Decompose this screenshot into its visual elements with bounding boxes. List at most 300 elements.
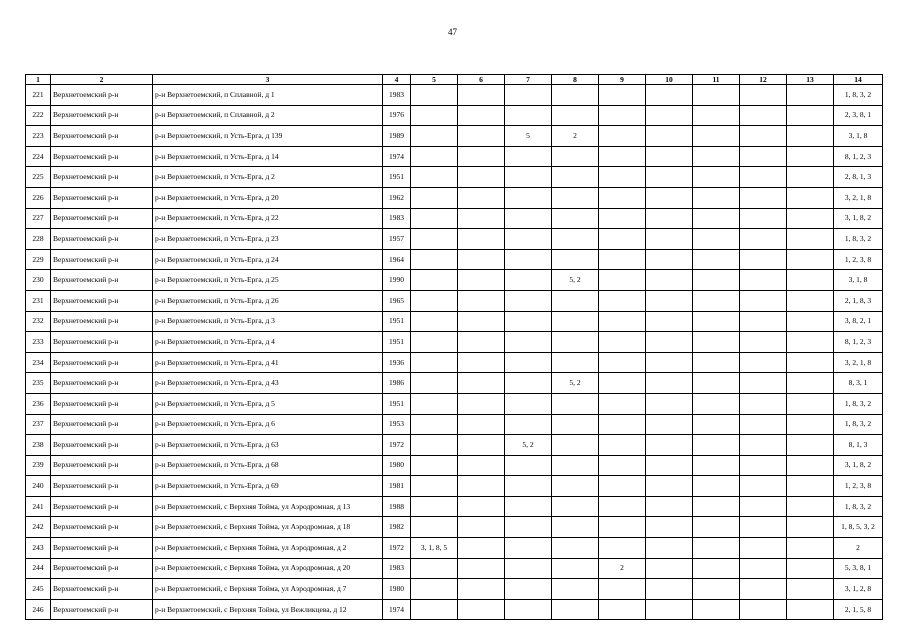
table-cell-col-7: [505, 290, 552, 311]
table-cell-col-14: 2, 8, 1, 3: [834, 167, 883, 188]
table-cell-col-1: 223: [26, 126, 51, 147]
table-cell-col-7: [505, 208, 552, 229]
table-cell-col-3: р-н Верхнетоемский, п Усть-Ерга, д 24: [153, 249, 383, 270]
table-row: [26, 85, 883, 106]
table-cell-col-10: [646, 208, 693, 229]
table-cell-col-3: р-н Верхнетоемский, с Верхняя Тойма, ул Аэродромная, д 2: [153, 538, 383, 559]
table-cell-col-12: [740, 538, 787, 559]
table-cell-col-7: [505, 187, 552, 208]
table-cell-col-6: [458, 85, 505, 106]
table-row: [26, 579, 883, 600]
table-cell-col-2: Верхнетоемский р-н: [51, 476, 153, 497]
table-cell-col-8: [552, 290, 599, 311]
page-number: 47: [448, 27, 457, 37]
table-cell-col-1: 242: [26, 517, 51, 538]
table-cell-col-2: Верхнетоемский р-н: [51, 311, 153, 332]
table-row: [26, 332, 883, 353]
table-cell-col-7: [505, 311, 552, 332]
table-cell-col-4: 1936: [383, 352, 411, 373]
table-cell-col-12: [740, 229, 787, 250]
table-cell-col-14: 3, 2, 1, 8: [834, 352, 883, 373]
table-cell-col-4: 1981: [383, 476, 411, 497]
table-cell-col-3: р-н Верхнетоемский, п Усть-Ерга, д 68: [153, 455, 383, 476]
table-cell-col-12: [740, 126, 787, 147]
table-cell-col-3: р-н Верхнетоемский, с Верхняя Тойма, ул Аэродромная, д 7: [153, 579, 383, 600]
table-cell-col-14: 2, 1, 5, 8: [834, 599, 883, 620]
column-header-4: 4: [383, 75, 411, 85]
table-cell-col-9: [599, 332, 646, 353]
table-cell-col-12: [740, 187, 787, 208]
table-cell-col-8: [552, 517, 599, 538]
table-cell-col-10: [646, 311, 693, 332]
table-cell-col-3: р-н Верхнетоемский, с Верхняя Тойма, ул Вежликцева, д 12: [153, 599, 383, 620]
table-cell-col-2: Верхнетоемский р-н: [51, 599, 153, 620]
table-cell-col-3: р-н Верхнетоемский, п Усть-Ерга, д 4: [153, 332, 383, 353]
table-cell-col-4: 1951: [383, 393, 411, 414]
table-cell-col-11: [693, 599, 740, 620]
table-cell-col-12: [740, 208, 787, 229]
table-cell-col-7: [505, 414, 552, 435]
table-cell-col-14: 1, 2, 3, 8: [834, 249, 883, 270]
table-cell-col-2: Верхнетоемский р-н: [51, 85, 153, 106]
table-cell-col-10: [646, 290, 693, 311]
table-cell-col-13: [787, 435, 834, 456]
table-cell-col-8: [552, 208, 599, 229]
table-cell-col-13: [787, 187, 834, 208]
table-cell-col-3: р-н Верхнетоемский, п Сплавной, д 2: [153, 105, 383, 126]
table-cell-col-9: [599, 105, 646, 126]
table-cell-col-2: Верхнетоемский р-н: [51, 167, 153, 188]
table-cell-col-11: [693, 352, 740, 373]
table-cell-col-10: [646, 229, 693, 250]
table-cell-col-8: [552, 455, 599, 476]
table-row: [26, 270, 883, 291]
table-cell-col-8: [552, 85, 599, 106]
table-cell-col-4: 1951: [383, 311, 411, 332]
table-cell-col-8: [552, 599, 599, 620]
table-cell-col-3: р-н Верхнетоемский, п Усть-Ерга, д 22: [153, 208, 383, 229]
table-row: [26, 496, 883, 517]
table-cell-col-1: 226: [26, 187, 51, 208]
table-cell-col-5: [411, 352, 458, 373]
table-cell-col-3: р-н Верхнетоемский, п Усть-Ерга, д 41: [153, 352, 383, 373]
table-cell-col-7: [505, 229, 552, 250]
table-cell-col-9: 2: [599, 558, 646, 579]
table-cell-col-3: р-н Верхнетоемский, п Усть-Ерга, д 63: [153, 435, 383, 456]
table-cell-col-7: [505, 579, 552, 600]
table-cell-col-5: [411, 476, 458, 497]
table-cell-col-3: р-н Верхнетоемский, п Усть-Ерга, д 6: [153, 414, 383, 435]
table-cell-col-13: [787, 105, 834, 126]
table-cell-col-6: [458, 373, 505, 394]
table-cell-col-3: р-н Верхнетоемский, п Усть-Ерга, д 14: [153, 146, 383, 167]
table-cell-col-1: 243: [26, 538, 51, 559]
table-cell-col-14: 1, 8, 3, 2: [834, 393, 883, 414]
table-cell-col-5: [411, 373, 458, 394]
table-cell-col-2: Верхнетоемский р-н: [51, 352, 153, 373]
table-cell-col-2: Верхнетоемский р-н: [51, 517, 153, 538]
table-cell-col-13: [787, 270, 834, 291]
table-cell-col-4: 1972: [383, 435, 411, 456]
table-cell-col-9: [599, 579, 646, 600]
table-cell-col-13: [787, 517, 834, 538]
table-cell-col-2: Верхнетоемский р-н: [51, 538, 153, 559]
table-cell-col-9: [599, 476, 646, 497]
table-cell-col-4: 1983: [383, 208, 411, 229]
table-cell-col-4: 1974: [383, 146, 411, 167]
table-cell-col-7: [505, 270, 552, 291]
table-cell-col-11: [693, 311, 740, 332]
table-cell-col-12: [740, 414, 787, 435]
table-cell-col-5: [411, 558, 458, 579]
table-cell-col-6: [458, 579, 505, 600]
table-cell-col-1: 240: [26, 476, 51, 497]
table-cell-col-6: [458, 311, 505, 332]
table-cell-col-7: [505, 352, 552, 373]
table-cell-col-5: [411, 290, 458, 311]
table-cell-col-13: [787, 393, 834, 414]
column-header-6: 6: [458, 75, 505, 85]
table-cell-col-9: [599, 517, 646, 538]
table-cell-col-12: [740, 85, 787, 106]
table-cell-col-7: [505, 105, 552, 126]
table-cell-col-14: 3, 1, 8: [834, 126, 883, 147]
table-cell-col-10: [646, 146, 693, 167]
table-cell-col-11: [693, 517, 740, 538]
table-row: [26, 517, 883, 538]
table-cell-col-6: [458, 393, 505, 414]
table-row: [26, 167, 883, 188]
table-cell-col-1: 224: [26, 146, 51, 167]
table-cell-col-2: Верхнетоемский р-н: [51, 270, 153, 291]
table-cell-col-7: [505, 455, 552, 476]
table-cell-col-8: [552, 249, 599, 270]
table-cell-col-3: р-н Верхнетоемский, п Усть-Ерга, д 26: [153, 290, 383, 311]
column-header-1: 1: [26, 75, 51, 85]
table-cell-col-9: [599, 599, 646, 620]
table-cell-col-11: [693, 290, 740, 311]
table-cell-col-12: [740, 332, 787, 353]
table-cell-col-8: [552, 311, 599, 332]
table-cell-col-8: [552, 414, 599, 435]
table-cell-col-6: [458, 435, 505, 456]
column-header-3: 3: [153, 75, 383, 85]
column-header-10: 10: [646, 75, 693, 85]
table-cell-col-13: [787, 126, 834, 147]
table-cell-col-8: [552, 476, 599, 497]
table-cell-col-2: Верхнетоемский р-н: [51, 249, 153, 270]
table-cell-col-3: р-н Верхнетоемский, п Усть-Ерга, д 2: [153, 167, 383, 188]
table-cell-col-4: 1983: [383, 558, 411, 579]
table-cell-col-3: р-н Верхнетоемский, п Усть-Ерга, д 5: [153, 393, 383, 414]
table-cell-col-13: [787, 146, 834, 167]
table-cell-col-1: 245: [26, 579, 51, 600]
table-cell-col-12: [740, 476, 787, 497]
table-cell-col-7: [505, 599, 552, 620]
table-cell-col-10: [646, 393, 693, 414]
table-cell-col-10: [646, 476, 693, 497]
table-cell-col-4: 1982: [383, 517, 411, 538]
table-cell-col-9: [599, 538, 646, 559]
column-header-9: 9: [599, 75, 646, 85]
table-cell-col-8: 2: [552, 126, 599, 147]
table-cell-col-10: [646, 167, 693, 188]
table-cell-col-10: [646, 579, 693, 600]
table-cell-col-5: [411, 208, 458, 229]
table-cell-col-12: [740, 249, 787, 270]
table-cell-col-11: [693, 126, 740, 147]
table-cell-col-1: 228: [26, 229, 51, 250]
table-cell-col-3: р-н Верхнетоемский, с Верхняя Тойма, ул Аэродромная, д 18: [153, 517, 383, 538]
table-row: [26, 352, 883, 373]
table-cell-col-2: Верхнетоемский р-н: [51, 290, 153, 311]
table-cell-col-11: [693, 455, 740, 476]
table-cell-col-13: [787, 476, 834, 497]
table-cell-col-13: [787, 352, 834, 373]
table-row: [26, 146, 883, 167]
table-cell-col-3: р-н Верхнетоемский, п Усть-Ерга, д 139: [153, 126, 383, 147]
table-cell-col-8: [552, 167, 599, 188]
column-header-12: 12: [740, 75, 787, 85]
table-cell-col-1: 246: [26, 599, 51, 620]
table-cell-col-14: 3, 2, 1, 8: [834, 187, 883, 208]
table-cell-col-12: [740, 558, 787, 579]
table-cell-col-2: Верхнетоемский р-н: [51, 373, 153, 394]
table-row: [26, 208, 883, 229]
table-cell-col-9: [599, 167, 646, 188]
table-cell-col-10: [646, 558, 693, 579]
table-cell-col-8: [552, 538, 599, 559]
table-cell-col-11: [693, 414, 740, 435]
table-cell-col-12: [740, 599, 787, 620]
table-cell-col-4: 1957: [383, 229, 411, 250]
table-cell-col-11: [693, 167, 740, 188]
table-cell-col-13: [787, 167, 834, 188]
table-row: [26, 435, 883, 456]
table-cell-col-4: 1965: [383, 290, 411, 311]
table-cell-col-8: [552, 352, 599, 373]
table-cell-col-7: [505, 373, 552, 394]
table-cell-col-1: 237: [26, 414, 51, 435]
table-cell-col-1: 239: [26, 455, 51, 476]
table-cell-col-5: [411, 146, 458, 167]
table-cell-col-13: [787, 208, 834, 229]
table-cell-col-11: [693, 579, 740, 600]
table-cell-col-7: [505, 496, 552, 517]
table-cell-col-3: р-н Верхнетоемский, с Верхняя Тойма, ул Аэродромная, д 13: [153, 496, 383, 517]
table-cell-col-4: 1951: [383, 167, 411, 188]
table-cell-col-3: р-н Верхнетоемский, п Усть-Ерга, д 69: [153, 476, 383, 497]
table-cell-col-14: 3, 1, 8, 2: [834, 208, 883, 229]
table-cell-col-10: [646, 538, 693, 559]
table-cell-col-1: 225: [26, 167, 51, 188]
table-cell-col-3: р-н Верхнетоемский, п Сплавной, д 1: [153, 85, 383, 106]
table-cell-col-3: р-н Верхнетоемский, п Усть-Ерга, д 25: [153, 270, 383, 291]
table-cell-col-7: [505, 517, 552, 538]
table-cell-col-7: [505, 249, 552, 270]
table-cell-col-14: 8, 3, 1: [834, 373, 883, 394]
table-cell-col-9: [599, 393, 646, 414]
table-cell-col-2: Верхнетоемский р-н: [51, 146, 153, 167]
table-cell-col-13: [787, 373, 834, 394]
table-cell-col-13: [787, 599, 834, 620]
column-header-11: 11: [693, 75, 740, 85]
table-cell-col-9: [599, 146, 646, 167]
table-cell-col-8: [552, 105, 599, 126]
table-cell-col-13: [787, 85, 834, 106]
table-cell-col-4: 1990: [383, 270, 411, 291]
table-cell-col-14: 1, 8, 5, 3, 2: [834, 517, 883, 538]
table-cell-col-6: [458, 332, 505, 353]
table-cell-col-1: 227: [26, 208, 51, 229]
table-row: [26, 126, 883, 147]
table-row: [26, 105, 883, 126]
table-cell-col-1: 235: [26, 373, 51, 394]
data-table: [25, 74, 883, 620]
table-cell-col-5: [411, 455, 458, 476]
table-cell-col-2: Верхнетоемский р-н: [51, 455, 153, 476]
table-cell-col-14: 1, 8, 3, 2: [834, 496, 883, 517]
table-cell-col-14: 1, 2, 3, 8: [834, 476, 883, 497]
table-cell-col-10: [646, 517, 693, 538]
table-cell-col-6: [458, 229, 505, 250]
table-cell-col-11: [693, 538, 740, 559]
table-cell-col-5: [411, 393, 458, 414]
table-cell-col-10: [646, 105, 693, 126]
table-cell-col-5: [411, 126, 458, 147]
table-cell-col-9: [599, 414, 646, 435]
table-cell-col-14: 2, 3, 8, 1: [834, 105, 883, 126]
table-cell-col-4: 1964: [383, 249, 411, 270]
table-cell-col-1: 221: [26, 85, 51, 106]
table-cell-col-8: [552, 393, 599, 414]
table-row: [26, 290, 883, 311]
column-header-2: 2: [51, 75, 153, 85]
table-header-row: [26, 75, 883, 85]
table-cell-col-10: [646, 270, 693, 291]
table-cell-col-4: 1983: [383, 85, 411, 106]
table-cell-col-4: 1980: [383, 455, 411, 476]
table-cell-col-3: р-н Верхнетоемский, с Верхняя Тойма, ул Аэродромная, д 20: [153, 558, 383, 579]
table-cell-col-1: 232: [26, 311, 51, 332]
table-cell-col-2: Верхнетоемский р-н: [51, 435, 153, 456]
table-cell-col-13: [787, 579, 834, 600]
table-cell-col-6: [458, 455, 505, 476]
column-header-8: 8: [552, 75, 599, 85]
table-cell-col-14: 8, 1, 2, 3: [834, 332, 883, 353]
table-cell-col-6: [458, 208, 505, 229]
table-cell-col-9: [599, 352, 646, 373]
table-cell-col-11: [693, 187, 740, 208]
table-cell-col-14: 8, 1, 2, 3: [834, 146, 883, 167]
table-cell-col-7: 5, 2: [505, 435, 552, 456]
table-cell-col-8: [552, 146, 599, 167]
table-cell-col-12: [740, 352, 787, 373]
table-cell-col-4: 1962: [383, 187, 411, 208]
table-cell-col-10: [646, 373, 693, 394]
table-cell-col-2: Верхнетоемский р-н: [51, 105, 153, 126]
column-header-13: 13: [787, 75, 834, 85]
table-cell-col-14: 1, 8, 3, 2: [834, 414, 883, 435]
table-cell-col-9: [599, 208, 646, 229]
table-cell-col-11: [693, 496, 740, 517]
table-cell-col-6: [458, 105, 505, 126]
table-cell-col-3: р-н Верхнетоемский, п Усть-Ерга, д 23: [153, 229, 383, 250]
table-cell-col-14: 2, 1, 8, 3: [834, 290, 883, 311]
table-cell-col-9: [599, 290, 646, 311]
table-cell-col-3: р-н Верхнетоемский, п Усть-Ерга, д 3: [153, 311, 383, 332]
table-cell-col-8: [552, 558, 599, 579]
table-cell-col-4: 1974: [383, 599, 411, 620]
table-cell-col-9: [599, 311, 646, 332]
table-cell-col-11: [693, 85, 740, 106]
table-cell-col-10: [646, 455, 693, 476]
column-header-7: 7: [505, 75, 552, 85]
table-cell-col-2: Верхнетоемский р-н: [51, 208, 153, 229]
table-cell-col-2: Верхнетоемский р-н: [51, 393, 153, 414]
table-cell-col-5: [411, 249, 458, 270]
table-cell-col-4: 1972: [383, 538, 411, 559]
table-cell-col-11: [693, 208, 740, 229]
table-cell-col-9: [599, 270, 646, 291]
table-cell-col-12: [740, 496, 787, 517]
table-cell-col-11: [693, 270, 740, 291]
table-cell-col-3: р-н Верхнетоемский, п Усть-Ерга, д 43: [153, 373, 383, 394]
table-cell-col-8: [552, 435, 599, 456]
table-cell-col-12: [740, 311, 787, 332]
table-cell-col-9: [599, 496, 646, 517]
table-cell-col-14: 3, 1, 8: [834, 270, 883, 291]
table-cell-col-2: Верхнетоемский р-н: [51, 187, 153, 208]
table-cell-col-5: [411, 311, 458, 332]
table-cell-col-12: [740, 290, 787, 311]
table-cell-col-5: [411, 599, 458, 620]
table-cell-col-2: Верхнетоемский р-н: [51, 414, 153, 435]
table-cell-col-6: [458, 126, 505, 147]
table-row: [26, 455, 883, 476]
column-header-14: 14: [834, 75, 883, 85]
table-cell-col-13: [787, 455, 834, 476]
table-cell-col-4: 1988: [383, 496, 411, 517]
table-cell-col-7: [505, 85, 552, 106]
table-row: [26, 249, 883, 270]
table-cell-col-13: [787, 229, 834, 250]
table-cell-col-1: 229: [26, 249, 51, 270]
table-cell-col-3: р-н Верхнетоемский, п Усть-Ерга, д 20: [153, 187, 383, 208]
table-row: [26, 187, 883, 208]
table-cell-col-2: Верхнетоемский р-н: [51, 558, 153, 579]
table-cell-col-14: 1, 8, 3, 2: [834, 85, 883, 106]
table-cell-col-1: 236: [26, 393, 51, 414]
table-cell-col-11: [693, 105, 740, 126]
table-cell-col-6: [458, 146, 505, 167]
table-cell-col-10: [646, 599, 693, 620]
table-cell-col-8: [552, 187, 599, 208]
table-cell-col-10: [646, 352, 693, 373]
table-cell-col-11: [693, 373, 740, 394]
table-cell-col-10: [646, 249, 693, 270]
table-cell-col-4: 1951: [383, 332, 411, 353]
table-cell-col-1: 230: [26, 270, 51, 291]
table-cell-col-7: [505, 558, 552, 579]
table-cell-col-14: 8, 1, 3: [834, 435, 883, 456]
table-cell-col-6: [458, 414, 505, 435]
table-cell-col-8: [552, 496, 599, 517]
table-cell-col-12: [740, 146, 787, 167]
table-cell-col-13: [787, 249, 834, 270]
table-cell-col-5: [411, 85, 458, 106]
table-cell-col-5: [411, 496, 458, 517]
